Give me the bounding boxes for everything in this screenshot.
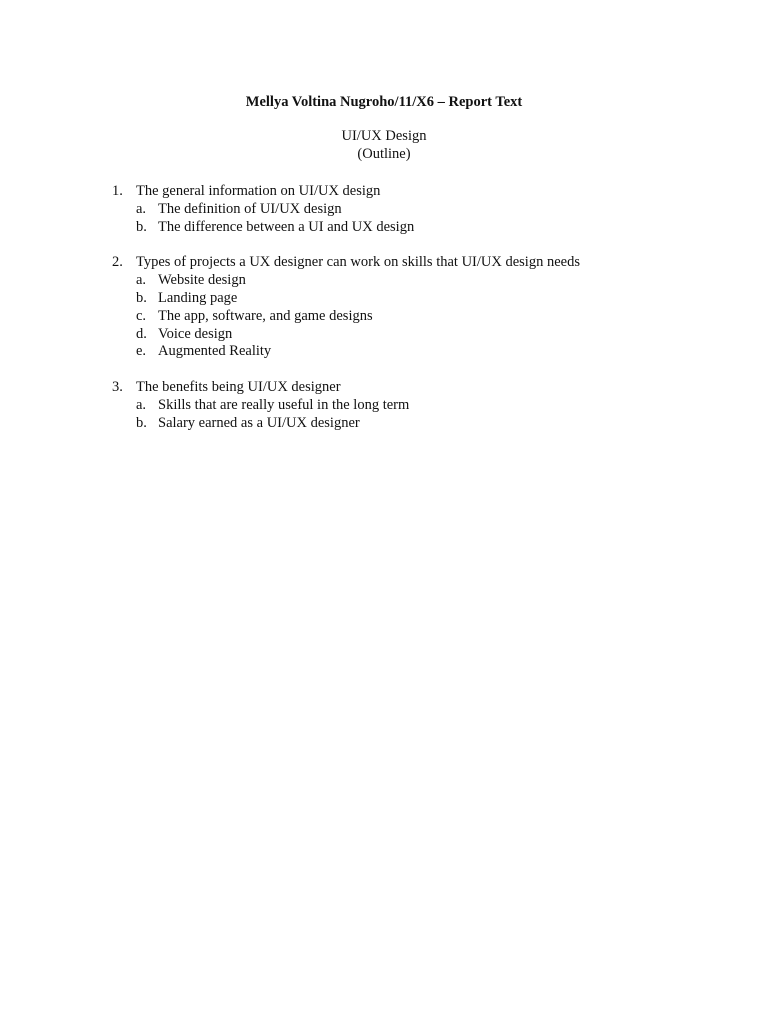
outline-item: [112, 378, 712, 396]
document-header: [0, 93, 768, 163]
outline-subitem: [112, 414, 712, 432]
outline-item-text: Types of projects a UX designer can work on skills that UI/UX design needs: [136, 254, 580, 271]
outline-item-number: 2.: [112, 254, 123, 271]
outline-subitem-letter: d.: [136, 325, 147, 342]
outline-subitem-letter: a.: [136, 200, 147, 217]
outline-subitem-text: Augmented Reality: [158, 343, 272, 360]
outline-item-number: 1.: [112, 183, 123, 199]
outline-subitem-text: Voice design: [158, 325, 233, 342]
outline-subitem-text: Landing page: [158, 289, 238, 306]
outline-item-number: 3.: [112, 379, 123, 396]
outline-item: [112, 253, 712, 271]
outline-item: [112, 182, 712, 200]
outline-sub-list: [112, 200, 712, 236]
outline-subitem-letter: b.: [136, 289, 147, 306]
outline-subitem: [112, 396, 712, 414]
outline-subitem-letter: e.: [136, 343, 147, 360]
outline-subitem: [112, 307, 712, 325]
outline-subitem: [112, 342, 712, 360]
outline-item-text: The general information on UI/UX design: [136, 183, 381, 199]
outline-subitem-text: Website design: [158, 272, 246, 289]
outline-subitem-letter: b.: [136, 218, 147, 235]
outline-subitem: [112, 200, 712, 218]
outline-subitem: [112, 218, 712, 236]
outline-subitem-letter: a.: [136, 396, 147, 413]
outline-section: [112, 378, 712, 431]
outline-subitem-text: The definition of UI/UX design: [158, 200, 342, 217]
outline-subitem-text: The app, software, and game designs: [158, 307, 373, 324]
outline-subitem: [112, 289, 712, 307]
outline-sub-list: [112, 271, 712, 360]
outline-subitem: [112, 325, 712, 343]
document-subtitle: (Outline): [357, 145, 411, 162]
outline-section: [112, 253, 712, 360]
outline-subitem-letter: c.: [136, 307, 147, 324]
outline-list: [112, 182, 712, 450]
document-title: UI/UX Design: [341, 128, 427, 144]
outline-subitem-text: The difference between a UI and UX design: [158, 218, 415, 235]
document-heading: Mellya Voltina Nugroho/11/X6 – Report Text: [245, 94, 523, 110]
outline-subitem-text: Skills that are really useful in the long term: [158, 396, 410, 413]
outline-item-text: The benefits being UI/UX designer: [136, 379, 341, 396]
outline-section: [112, 182, 712, 235]
outline-subitem-letter: a.: [136, 272, 147, 289]
outline-subitem-text: Salary earned as a UI/UX designer: [158, 414, 360, 431]
outline-subitem-letter: b.: [136, 414, 147, 431]
outline-sub-list: [112, 396, 712, 432]
outline-subitem: [112, 271, 712, 289]
